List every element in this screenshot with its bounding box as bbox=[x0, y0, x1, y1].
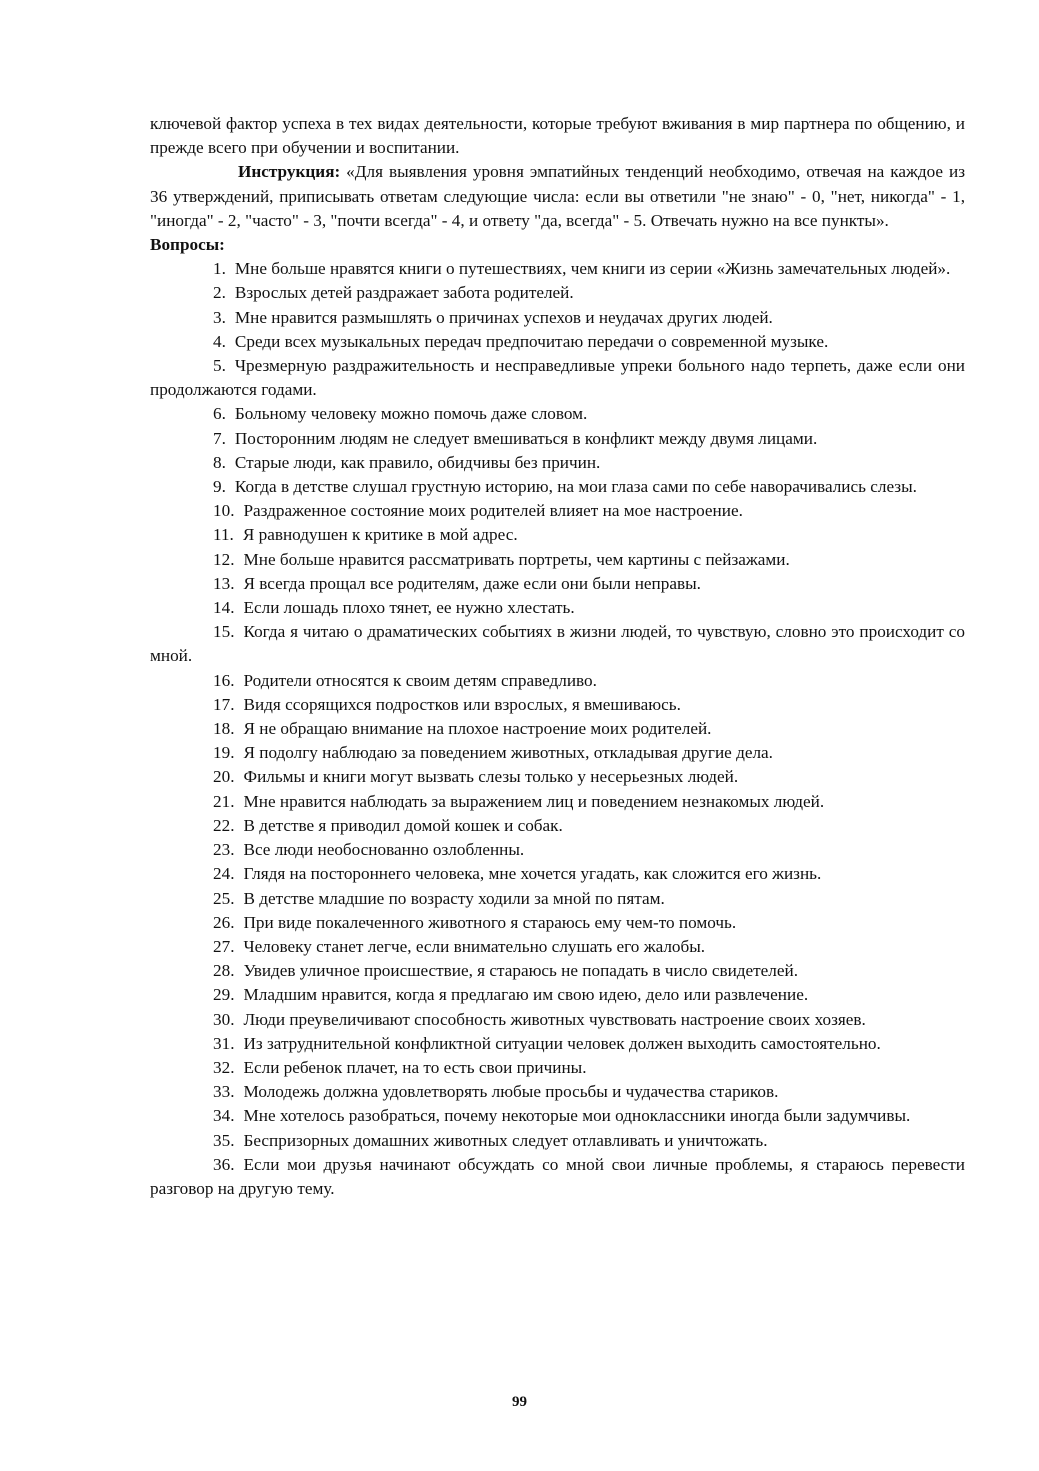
question-item bbox=[150, 983, 965, 1007]
questions-list bbox=[150, 257, 965, 1201]
question-item bbox=[150, 814, 965, 838]
question-number: 34. bbox=[213, 1106, 235, 1126]
question-number: 29. bbox=[213, 985, 235, 1005]
question-number: 28. bbox=[213, 961, 235, 981]
question-text: Когда в детстве слушал грустную историю, на мои глаза сами по себе наворачивались слезы. bbox=[234, 477, 917, 497]
question-text: Мне нравится размышлять о причинах успехов и неудачах других людей. bbox=[234, 307, 773, 327]
question-number: 11. bbox=[213, 525, 234, 545]
question-number: 22. bbox=[213, 815, 235, 835]
question-item bbox=[150, 1153, 965, 1201]
question-item bbox=[150, 620, 965, 668]
question-number: 16. bbox=[213, 670, 235, 690]
question-text: Если лошадь плохо тянет, ее нужно хлестать. bbox=[243, 598, 575, 618]
question-number: 21. bbox=[213, 791, 235, 811]
question-item bbox=[150, 402, 965, 426]
question-text: Люди преувеличивают способность животных чувствовать настроение своих хозяев. bbox=[243, 1009, 866, 1029]
question-item bbox=[150, 741, 965, 765]
question-item bbox=[150, 838, 965, 862]
question-text: Взрослых детей раздражает забота родителей. bbox=[234, 283, 574, 303]
question-item bbox=[150, 596, 965, 620]
question-number: 10. bbox=[213, 501, 235, 521]
question-number: 1. bbox=[213, 259, 226, 279]
question-item bbox=[150, 693, 965, 717]
document-page bbox=[150, 112, 965, 1201]
questions-heading: Вопросы: bbox=[150, 235, 225, 255]
question-number: 27. bbox=[213, 936, 235, 956]
question-number: 17. bbox=[213, 694, 235, 714]
question-number: 25. bbox=[213, 888, 235, 908]
question-number: 15. bbox=[213, 622, 235, 642]
question-item bbox=[150, 548, 965, 572]
question-text: Если ребенок плачет, на то есть свои причины. bbox=[243, 1057, 587, 1077]
question-text: При виде покалеченного животного я стараюсь ему чем-то помочь. bbox=[243, 912, 737, 932]
question-number: 30. bbox=[213, 1009, 235, 1029]
question-item bbox=[150, 475, 965, 499]
question-number: 7. bbox=[213, 428, 226, 448]
question-text: Больному человеку можно помочь даже словом. bbox=[234, 404, 588, 424]
question-text: Когда я читаю о драматических событиях в жизни людей, то чувствую, словно это происходит со мной. bbox=[150, 622, 965, 666]
question-number: 12. bbox=[213, 549, 235, 569]
question-text: Родители относятся к своим детям справедливо. bbox=[243, 670, 597, 690]
question-number: 8. bbox=[213, 452, 226, 472]
question-number: 24. bbox=[213, 864, 235, 884]
question-number: 5. bbox=[213, 356, 226, 376]
question-number: 33. bbox=[213, 1082, 235, 1102]
question-item bbox=[150, 427, 965, 451]
question-item bbox=[150, 306, 965, 330]
question-number: 32. bbox=[213, 1057, 235, 1077]
question-text: Посторонним людям не следует вмешиваться в конфликт между двумя лицами. bbox=[234, 428, 818, 448]
question-text: Фильмы и книги могут вызвать слезы только у несерьезных людей. bbox=[243, 767, 739, 787]
question-item bbox=[150, 959, 965, 983]
question-item bbox=[150, 1104, 965, 1128]
instruction-text: «Для выявления уровня эмпатийных тенденций необходимо, отвечая на каждое из 36 утверждений, приписывать ответам следующие числа: если вы ответили "не знаю" - 0, "нет, никогда" - 1, "иногда" - 2, "часто" - 3, "почти всегда" - 4, и ответу "да, всегда" - 5. Отвечать нужно на все пункты». bbox=[150, 162, 965, 230]
question-item bbox=[150, 1008, 965, 1032]
question-item bbox=[150, 717, 965, 741]
question-text: Чрезмерную раздражительность и несправедливые упреки больного надо терпеть, даже если они продолжаются годами. bbox=[150, 356, 965, 400]
question-text: Видя ссорящихся подростков или взрослых, я вмешиваюсь. bbox=[243, 694, 681, 714]
question-item bbox=[150, 257, 965, 281]
page-number: 99 bbox=[512, 1394, 527, 1410]
question-item bbox=[150, 354, 965, 402]
question-text: Человеку станет легче, если внимательно слушать его жалобы. bbox=[243, 936, 706, 956]
question-text: Все люди необоснованно озлобленны. bbox=[243, 840, 525, 860]
question-item bbox=[150, 523, 965, 547]
question-number: 26. bbox=[213, 912, 235, 932]
question-text: Молодежь должна удовлетворять любые просьбы и чудачества стариков. bbox=[243, 1082, 779, 1102]
question-item bbox=[150, 669, 965, 693]
question-text: В детстве я приводил домой кошек и собак. bbox=[243, 815, 563, 835]
question-text: Мне больше нравятся книги о путешествиях, чем книги из серии «Жизнь замечательных людей». bbox=[234, 259, 951, 279]
question-text: Глядя на постороннего человека, мне хочется угадать, как сложится его жизнь. bbox=[243, 864, 822, 884]
question-item bbox=[150, 1032, 965, 1056]
question-text: Мне нравится наблюдать за выражением лиц и поведением незнакомых людей. bbox=[243, 791, 825, 811]
question-text: Раздраженное состояние моих родителей влияет на мое настроение. bbox=[243, 501, 743, 521]
question-text: Я не обращаю внимание на плохое настроение моих родителей. bbox=[243, 719, 712, 739]
question-number: 20. bbox=[213, 767, 235, 787]
question-item bbox=[150, 451, 965, 475]
question-text: Я подолгу наблюдаю за поведением животных, откладывая другие дела. bbox=[243, 743, 773, 763]
question-text: Среди всех музыкальных передач предпочитаю передачи о современной музыке. bbox=[234, 331, 829, 351]
question-item bbox=[150, 887, 965, 911]
question-item bbox=[150, 911, 965, 935]
question-item bbox=[150, 330, 965, 354]
question-number: 2. bbox=[213, 283, 226, 303]
question-item bbox=[150, 572, 965, 596]
question-item bbox=[150, 1129, 965, 1153]
question-text: Увидев уличное происшествие, я стараюсь не попадать в число свидетелей. bbox=[243, 961, 799, 981]
question-number: 23. bbox=[213, 840, 235, 860]
question-number: 14. bbox=[213, 598, 235, 618]
question-item bbox=[150, 1080, 965, 1104]
question-text: Младшим нравится, когда я предлагаю им свою идею, дело или развлечение. bbox=[243, 985, 809, 1005]
question-item bbox=[150, 765, 965, 789]
question-text: Старые люди, как правило, обидчивы без причин. bbox=[234, 452, 601, 472]
question-item bbox=[150, 790, 965, 814]
question-number: 6. bbox=[213, 404, 226, 424]
question-text: В детстве младшие по возрасту ходили за мной по пятам. bbox=[243, 888, 665, 908]
question-text: Беспризорных домашних животных следует отлавливать и уничтожать. bbox=[243, 1130, 768, 1150]
question-text: Мне хотелось разобраться, почему некоторые мои одноклассники иногда были задумчивы. bbox=[243, 1106, 911, 1126]
instruction-label: Инструкция: bbox=[238, 162, 341, 182]
question-number: 3. bbox=[213, 307, 226, 327]
instruction-paragraph bbox=[150, 160, 965, 233]
question-number: 13. bbox=[213, 573, 235, 593]
question-text: Я всегда прощал все родителям, даже если они были неправы. bbox=[243, 573, 701, 593]
question-item bbox=[150, 499, 965, 523]
question-text: Мне больше нравится рассматривать портреты, чем картины с пейзажами. bbox=[243, 549, 790, 569]
question-text: Из затруднительной конфликтной ситуации человек должен выходить самостоятельно. bbox=[243, 1033, 881, 1053]
intro-continuation: ключевой фактор успеха в тех видах деятельности, которые требуют вживания в мир партнера по общению, и прежде всего при обучении и воспитании. bbox=[150, 114, 965, 158]
question-number: 31. bbox=[213, 1033, 235, 1053]
question-number: 18. bbox=[213, 719, 235, 739]
question-number: 19. bbox=[213, 743, 235, 763]
question-number: 9. bbox=[213, 477, 226, 497]
question-item bbox=[150, 1056, 965, 1080]
question-number: 4. bbox=[213, 331, 226, 351]
question-item bbox=[150, 862, 965, 886]
question-number: 36. bbox=[213, 1154, 235, 1174]
question-text: Если мои друзья начинают обсуждать со мной свои личные проблемы, я стараюсь перевести разговор на другую тему. bbox=[150, 1154, 965, 1198]
question-number: 35. bbox=[213, 1130, 235, 1150]
question-item bbox=[150, 281, 965, 305]
question-item bbox=[150, 935, 965, 959]
question-text: Я равнодушен к критике в мой адрес. bbox=[242, 525, 518, 545]
